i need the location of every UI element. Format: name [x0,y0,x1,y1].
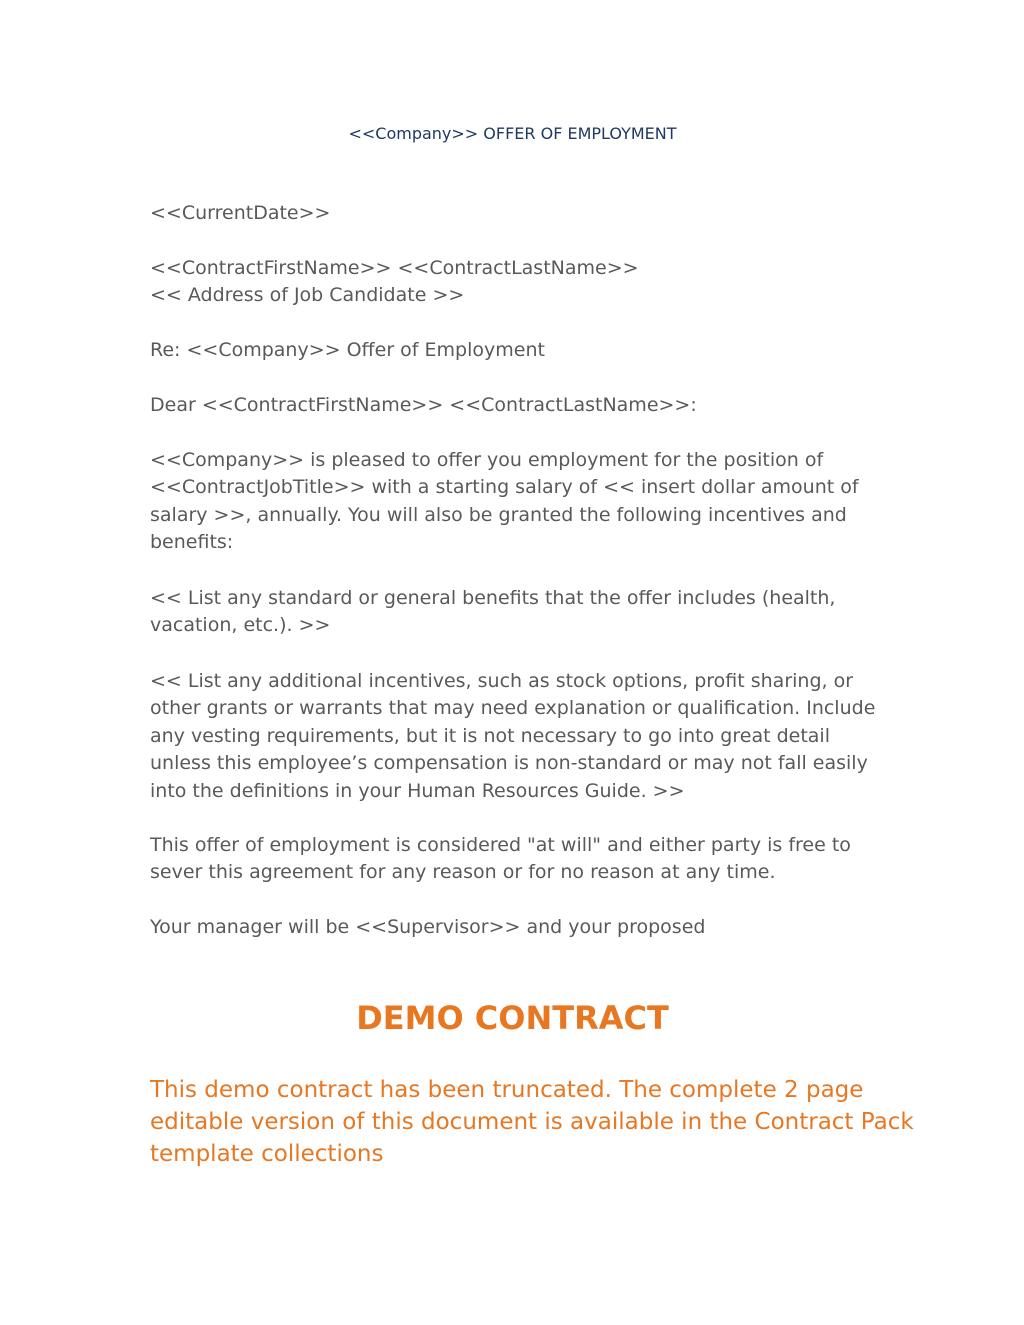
incentives-paragraph [150,668,875,805]
document-title: <<Company>> OFFER OF EMPLOYMENT [348,124,677,143]
recipient-block [150,255,875,310]
incentives-line: << List any additional incentives, such as stock options, profit sharing, or [150,670,854,692]
notice-line: template collections [150,1141,384,1167]
incentives-line: unless this employee’s compensation is non-standard or may not fall easily [150,752,868,775]
demo-truncation-notice [150,1074,914,1170]
benefits-paragraph [150,585,875,640]
at-will-paragraph [150,832,875,887]
offer-line: salary >>, annually. You will also be granted the following incentives and [150,503,847,526]
notice-line: This demo contract has been truncated. The complete 2 page [150,1077,864,1103]
incentives-line: any vesting requirements, but it is not necessary to go into great detail [150,724,830,747]
notice-line: editable version of this document is available in the Contract Pack [150,1109,914,1135]
offer-line: <<ContractJobTitle>> with a starting salary of << insert dollar amount of [150,476,859,499]
recipient-name: <<ContractFirstName>> <<ContractLastName>> [150,257,639,279]
salutation: Dear <<ContractFirstName>> <<ContractLastName>>: [150,394,697,416]
benefits-line: << List any standard or general benefits that the offer includes (health, [150,587,836,609]
offer-line: <<Company>> is pleased to offer you employment for the position of [150,449,824,471]
demo-contract-heading: DEMO CONTRACT [356,999,669,1037]
incentives-line: other grants or warrants that may need explanation or qualification. Include [150,697,876,720]
at-will-line: This offer of employment is considered "at will" and either party is free to [150,834,851,856]
current-date: <<CurrentDate>> [150,202,331,224]
subject-line: Re: <<Company>> Offer of Employment [150,339,545,361]
incentives-line: into the definitions in your Human Resources Guide. >> [150,779,685,802]
at-will-line: sever this agreement for any reason or for no reason at any time. [150,861,776,884]
manager-paragraph: Your manager will be <<Supervisor>> and your proposed [150,916,706,938]
offer-line: benefits: [150,531,234,554]
recipient-address: << Address of Job Candidate >> [150,284,465,307]
benefits-line: vacation, etc.). >> [150,614,331,637]
offer-paragraph [150,447,875,557]
